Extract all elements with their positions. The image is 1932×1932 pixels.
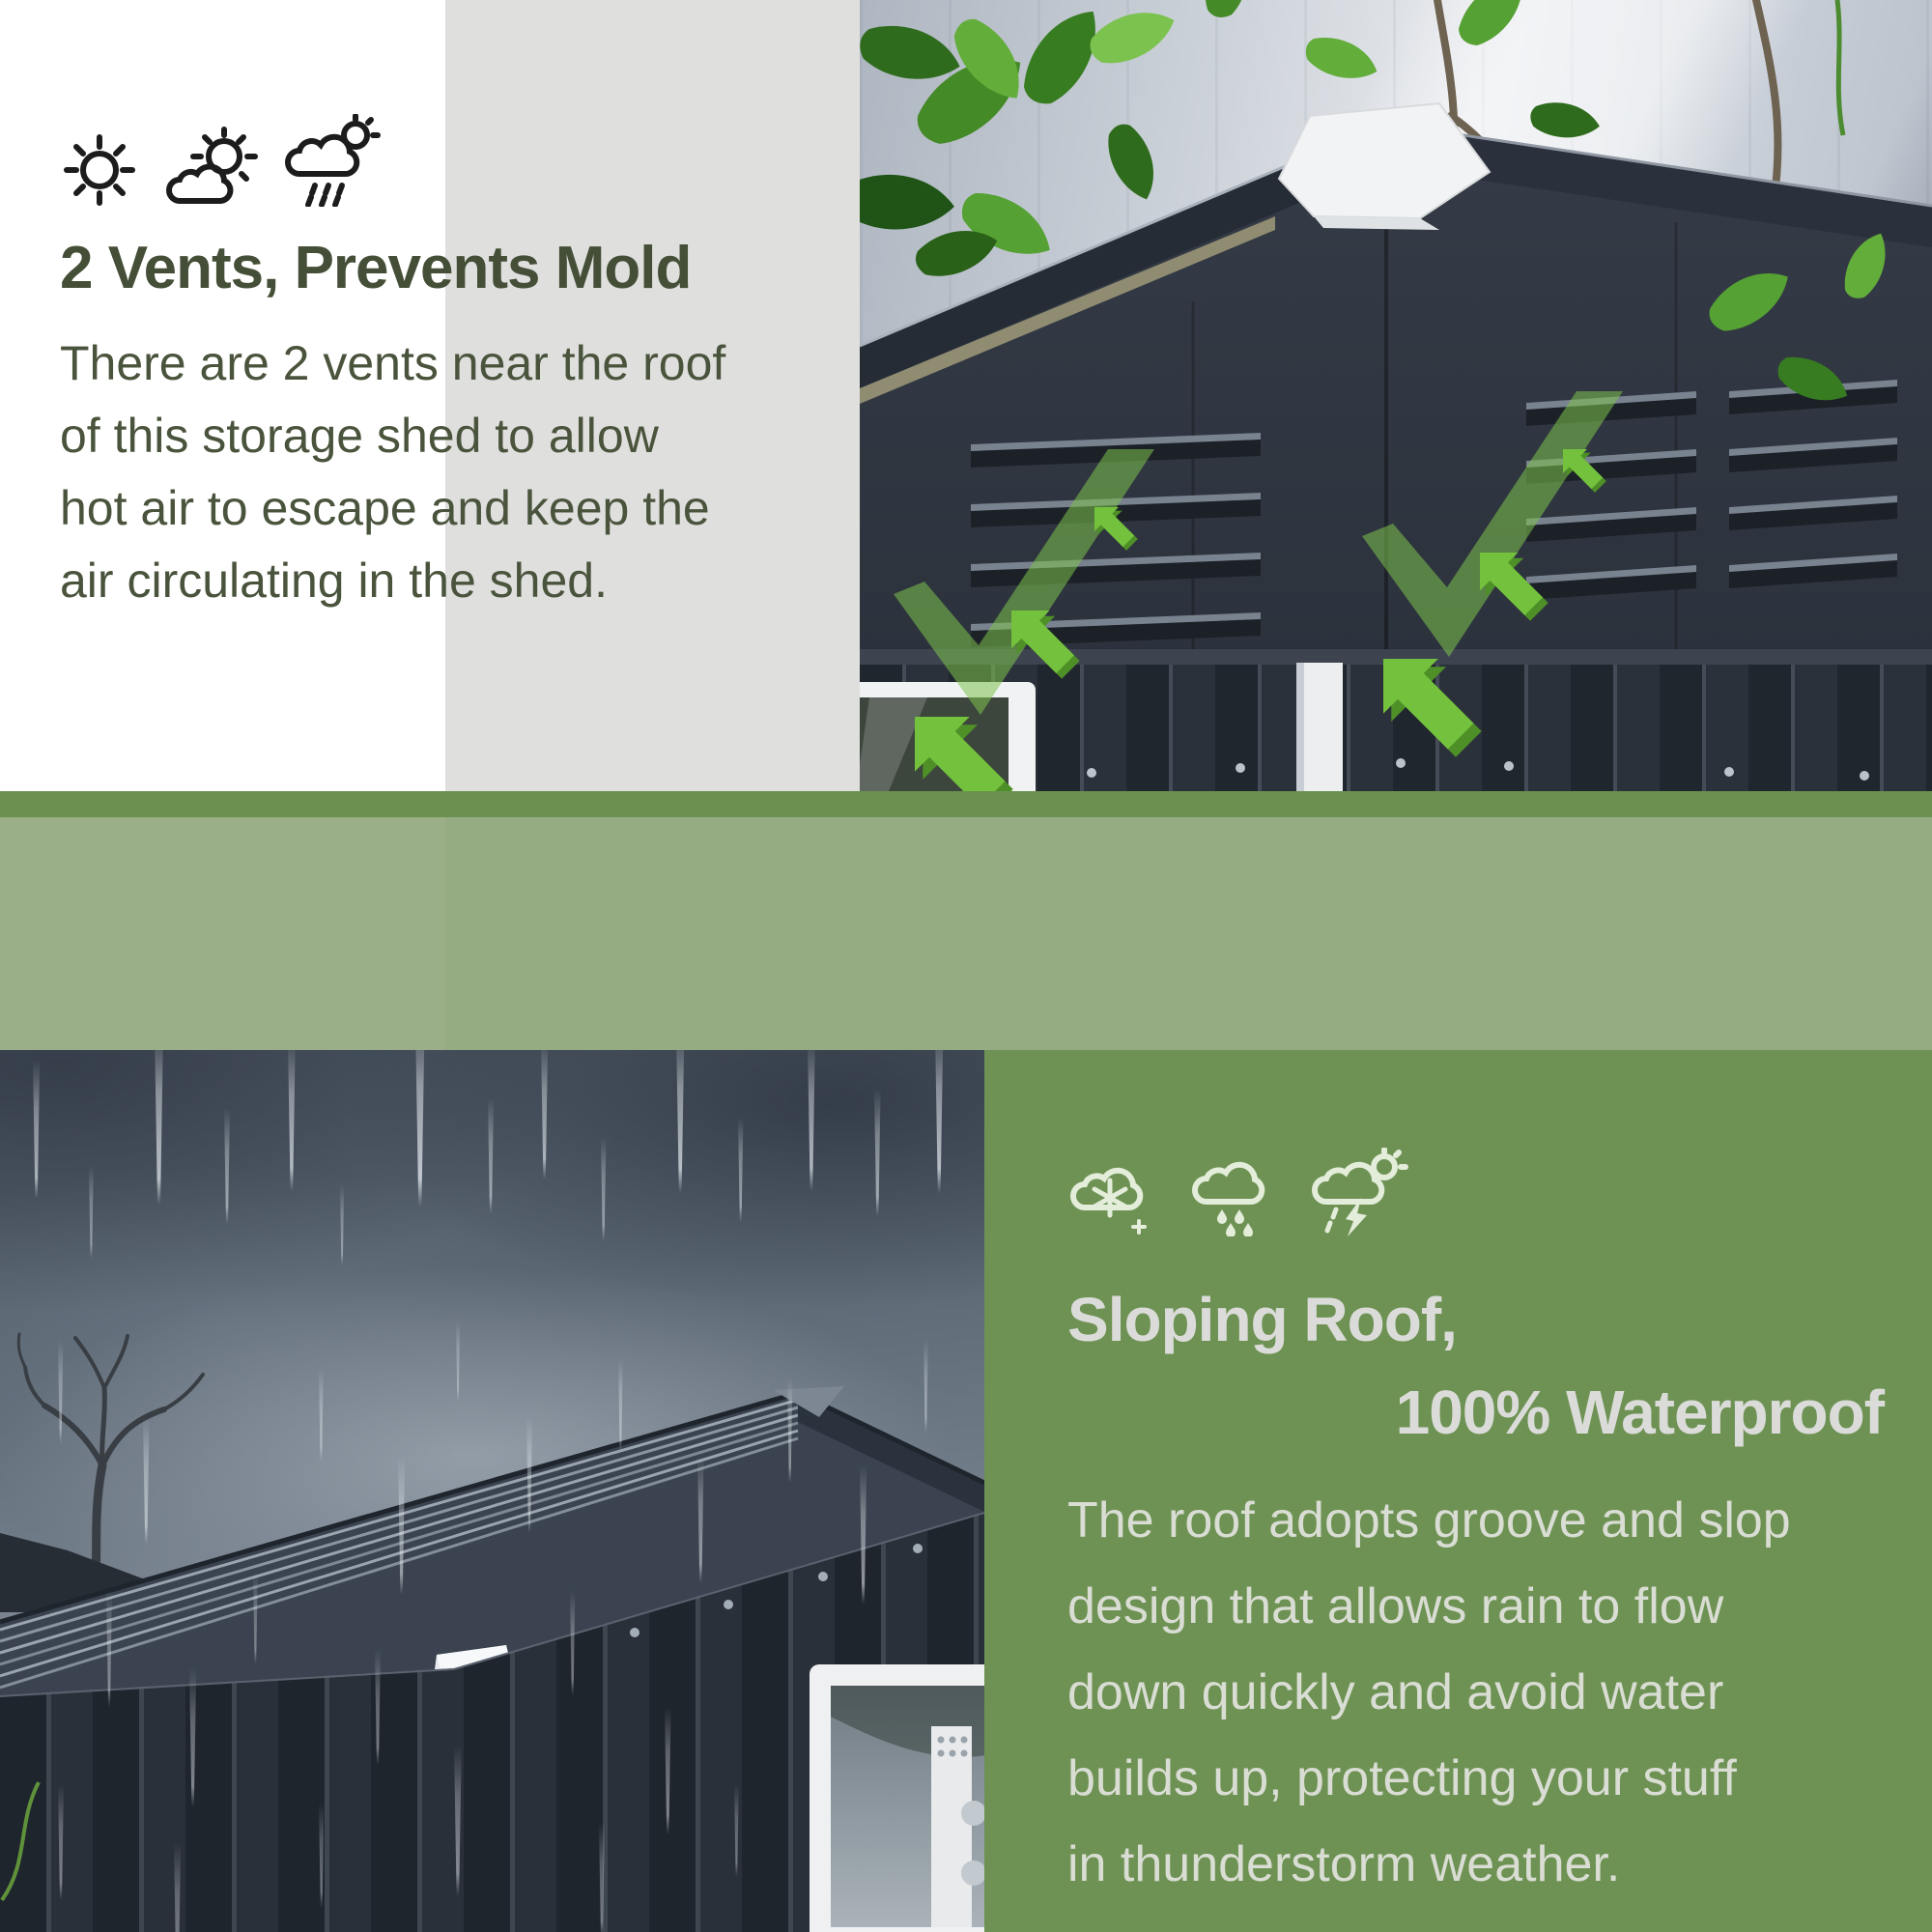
- bottom-body-line: design that allows rain to flow: [1067, 1578, 1724, 1634]
- storm-cloud-with-sun-icon: [1311, 1148, 1411, 1236]
- snow-cloud-icon: [1067, 1151, 1160, 1236]
- bottom-body: [1067, 1478, 1884, 1908]
- rain-cloud-icon: [1189, 1151, 1282, 1236]
- top-body-line: hot air to escape and keep the: [60, 481, 710, 535]
- sun-behind-cloud-icon: [160, 120, 261, 207]
- rain-cloud-with-sun-icon: [282, 114, 383, 207]
- sun-icon: [60, 120, 139, 207]
- shed-rain-photo: [0, 1050, 984, 1932]
- bottom-body-line: The roof adopts groove and slop: [1067, 1492, 1791, 1548]
- divider-band-dark: [0, 791, 1932, 817]
- waterproof-panel: [984, 1050, 1932, 1932]
- weather-icon-row-top: [60, 114, 842, 207]
- shed-rain-illustration: [0, 1050, 984, 1932]
- bottom-text-block: [1067, 1151, 1884, 1908]
- rain-photo-window: [810, 1664, 984, 1932]
- bottom-body-line: in thunderstorm weather.: [1067, 1836, 1621, 1892]
- top-text-block: [60, 114, 842, 617]
- bottom-heading-line1: Sloping Roof,: [1067, 1285, 1457, 1354]
- top-body: [60, 327, 842, 617]
- bottom-body-line: builds up, protecting your stuff: [1067, 1750, 1737, 1806]
- bottom-body-line: down quickly and avoid water: [1067, 1664, 1724, 1720]
- shed-vents-photo: [860, 0, 1932, 791]
- weather-icon-row-bottom: [1067, 1151, 1884, 1236]
- top-body-line: air circulating in the shed.: [60, 554, 608, 608]
- top-body-line: There are 2 vents near the roof: [60, 336, 726, 390]
- bottom-heading-line2: 100% Waterproof: [1395, 1378, 1884, 1447]
- top-heading: 2 Vents, Prevents Mold: [60, 235, 692, 301]
- bottom-heading: [1067, 1273, 1884, 1459]
- vine-string: [1837, 0, 1843, 135]
- shed-vents-illustration: [860, 0, 1932, 791]
- top-body-line: of this storage shed to allow: [60, 409, 659, 463]
- divider-band-tint: [0, 817, 445, 1050]
